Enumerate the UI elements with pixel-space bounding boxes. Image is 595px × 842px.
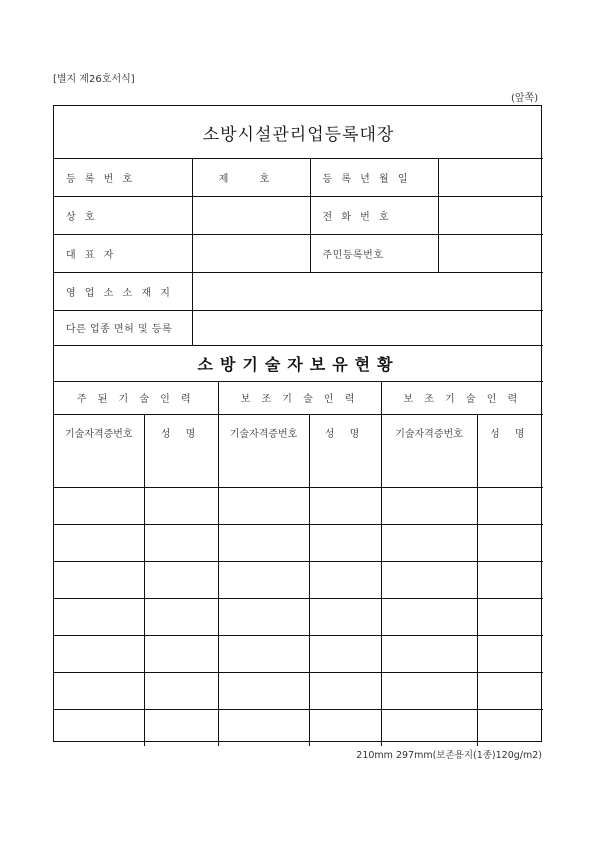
resident-no-label: 주민등록번호 xyxy=(310,235,438,273)
table-row xyxy=(54,672,543,709)
name-cell[interactable] xyxy=(309,561,381,598)
cert-number-cell[interactable] xyxy=(381,672,477,709)
other-license-label: 다른 업종 면허 및 등록 xyxy=(54,311,192,345)
name-cell[interactable] xyxy=(309,672,381,709)
phone-field[interactable] xyxy=(438,197,543,235)
name-cell[interactable] xyxy=(309,709,381,746)
table-row xyxy=(54,709,543,746)
name-cell[interactable] xyxy=(477,709,543,746)
name-cell[interactable] xyxy=(477,487,543,524)
cert-number-cell[interactable] xyxy=(54,487,144,524)
cert-number-cell[interactable] xyxy=(381,561,477,598)
trade-name-label: 상 호 xyxy=(54,197,192,235)
name-cell[interactable] xyxy=(477,672,543,709)
address-label: 영 업 소 소 재 지 xyxy=(54,273,192,311)
name-cell[interactable] xyxy=(144,709,218,746)
cert-number-cell[interactable] xyxy=(54,561,144,598)
cert-number-cell[interactable] xyxy=(218,598,309,635)
name-cell[interactable] xyxy=(309,487,381,524)
name-cell[interactable] xyxy=(309,635,381,672)
table-row xyxy=(54,598,543,635)
name-cell[interactable] xyxy=(144,561,218,598)
cert-number-cell[interactable] xyxy=(381,635,477,672)
cert-number-cell[interactable] xyxy=(54,524,144,561)
representative-label: 대 표 자 xyxy=(54,235,192,273)
document-title: 소방시설관리업등록대장 xyxy=(54,106,543,159)
cert-number-cell[interactable] xyxy=(381,524,477,561)
table-row xyxy=(54,487,543,524)
cert-number-cell[interactable] xyxy=(381,487,477,524)
name-cell[interactable] xyxy=(477,635,543,672)
paper-spec-footer: 210mm 297mm(보존용지(1종)120g/m2) xyxy=(356,750,542,761)
table-row xyxy=(54,524,543,561)
name-cell[interactable] xyxy=(144,672,218,709)
technician-section-title: 소방기술자보유현황 xyxy=(54,345,543,381)
col-cert-number: 기술자격증번호 xyxy=(381,414,477,451)
cert-number-cell[interactable] xyxy=(54,451,144,488)
name-cell[interactable] xyxy=(477,598,543,635)
name-cell[interactable] xyxy=(477,561,543,598)
cert-number-cell[interactable] xyxy=(218,524,309,561)
col-cert-number: 기술자격증번호 xyxy=(218,414,309,451)
registry-form xyxy=(53,105,542,742)
col-name: 성 명 xyxy=(477,414,543,451)
representative-field[interactable] xyxy=(192,235,310,273)
phone-label: 전 화 번 호 xyxy=(310,197,438,235)
resident-no-field[interactable] xyxy=(438,235,543,273)
name-cell[interactable] xyxy=(309,598,381,635)
name-cell[interactable] xyxy=(309,451,381,488)
cert-number-cell[interactable] xyxy=(218,561,309,598)
registration-table xyxy=(54,106,543,345)
table-row xyxy=(54,451,543,488)
col-name: 성 명 xyxy=(144,414,218,451)
reg-no-label: 등 록 번 호 xyxy=(54,159,192,197)
name-cell[interactable] xyxy=(144,524,218,561)
group-main-technicians: 주 된 기 술 인 력 xyxy=(54,381,218,414)
col-name: 성 명 xyxy=(309,414,381,451)
cert-number-cell[interactable] xyxy=(218,451,309,488)
cert-number-cell[interactable] xyxy=(218,672,309,709)
col-cert-number: 기술자격증번호 xyxy=(54,414,144,451)
cert-number-cell[interactable] xyxy=(54,672,144,709)
name-cell[interactable] xyxy=(309,524,381,561)
name-cell[interactable] xyxy=(477,524,543,561)
page-side-label: (앞쪽) xyxy=(511,93,539,104)
other-license-field[interactable] xyxy=(192,311,543,345)
form-number-label: [별지 제26호서식] xyxy=(53,74,135,85)
cert-number-cell[interactable] xyxy=(54,635,144,672)
reg-date-field[interactable] xyxy=(438,159,543,197)
technician-rows xyxy=(54,451,543,746)
reg-no-field[interactable]: 제 호 xyxy=(192,159,310,197)
name-cell[interactable] xyxy=(477,451,543,488)
cert-number-cell[interactable] xyxy=(218,635,309,672)
cert-number-cell[interactable] xyxy=(381,598,477,635)
table-row xyxy=(54,635,543,672)
group-assistant-technicians-2: 보 조 기 술 인 력 xyxy=(381,381,543,414)
name-cell[interactable] xyxy=(144,451,218,488)
reg-date-label: 등 록 년 월 일 xyxy=(310,159,438,197)
cert-number-cell[interactable] xyxy=(218,709,309,746)
name-cell[interactable] xyxy=(144,598,218,635)
cert-number-cell[interactable] xyxy=(54,598,144,635)
table-row xyxy=(54,561,543,598)
cert-number-cell[interactable] xyxy=(218,487,309,524)
group-assistant-technicians-1: 보 조 기 술 인 력 xyxy=(218,381,381,414)
cert-number-cell[interactable] xyxy=(54,709,144,746)
trade-name-field[interactable] xyxy=(192,197,310,235)
technician-table xyxy=(54,345,543,746)
name-cell[interactable] xyxy=(144,635,218,672)
name-cell[interactable] xyxy=(144,487,218,524)
cert-number-cell[interactable] xyxy=(381,709,477,746)
address-field[interactable] xyxy=(192,273,543,311)
cert-number-cell[interactable] xyxy=(381,451,477,488)
